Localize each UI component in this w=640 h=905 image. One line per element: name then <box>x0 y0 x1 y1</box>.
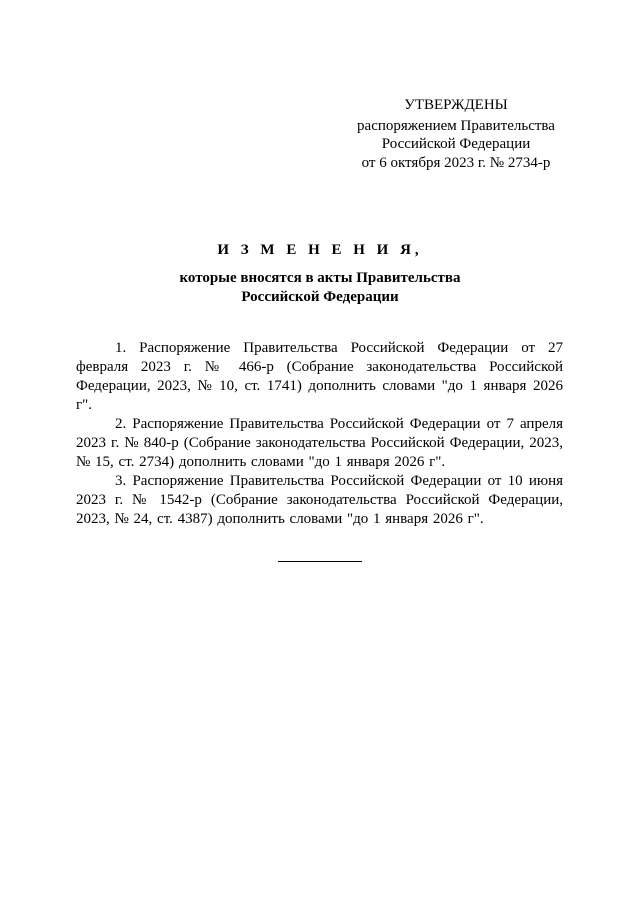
approval-block <box>340 96 572 172</box>
heading-title: И З М Е Н Е Н И Я, <box>217 242 423 258</box>
approval-line-1: распоряжением Правительства <box>357 117 555 134</box>
closing-rule <box>278 561 362 562</box>
heading-subtitle-line-1: которые вносятся в акты Правительства <box>179 270 461 286</box>
heading-subtitle-line-2: Российской Федерации <box>241 288 399 305</box>
item-2: 2. Распоряжение Правительства Российской Федерации от 7 апреля 2023 г. № 840-р (Собрание законодательства Российской Федерации, 2023, № 15, ст. 2734) дополнить словами "до 1 января 2026 г". <box>76 416 563 470</box>
item-3: 3. Распоряжение Правительства Российской Федерации от 10 июня 2023 г. № 1542-р (Собрание законодательства Российской Федерации, 2023, № 24, ст. 4387) дополнить словами "до 1 января 2026 г". <box>76 473 563 527</box>
approval-title: УТВЕРЖДЕНЫ <box>404 97 508 113</box>
approval-line-2: Российской Федерации <box>381 136 531 152</box>
document-body <box>76 339 563 529</box>
document-heading <box>0 242 640 306</box>
approval-line-3: от 6 октября 2023 г. № 2734-р <box>361 154 551 171</box>
item-1: 1. Распоряжение Правительства Российской Федерации от 27 февраля 2023 г. № 466-р (Собрание законодательства Российской Федерации, 2023, № 10, ст. 1741) дополнить словами "до 1 января 2026 г". <box>76 340 563 413</box>
